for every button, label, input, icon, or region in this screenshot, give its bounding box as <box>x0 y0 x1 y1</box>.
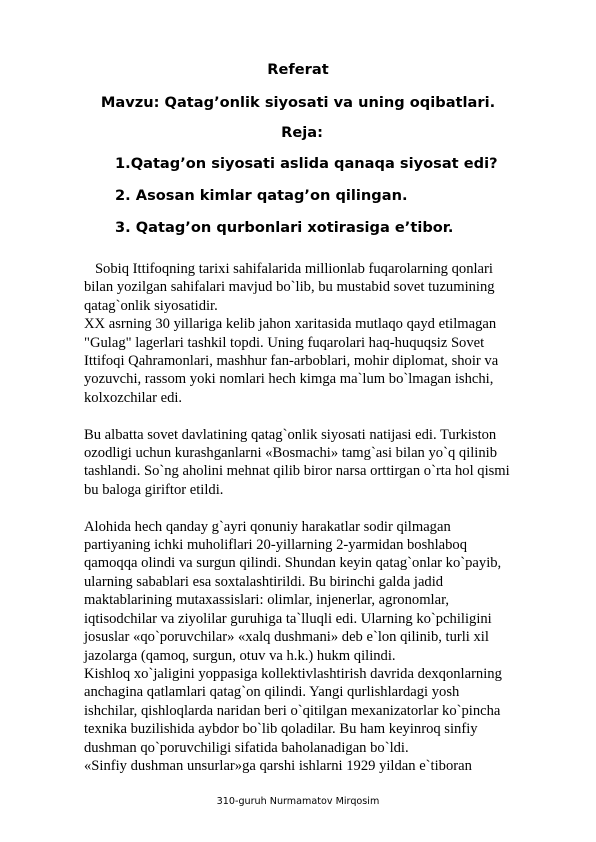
plan-item-3: 3. Qatag’on qurbonlari xotirasiga e’tibor. <box>115 219 454 236</box>
text-line: ishchilar, qishloqlarda naridan beri o`qitilgan mexanizatorlar ko`pincha <box>84 702 501 719</box>
text-line: jazolarga (qamoq, surgun, otuv va h.k.) hukm qilindi. <box>84 647 396 664</box>
text-line: qatag`onlik siyosatidir. <box>84 297 218 314</box>
text-line: maktablarining mutaxassislari: olimlar, injenerlar, agronomlar, <box>84 592 450 609</box>
text-line: iqtisodchilar va ziyolilar guruhiga ta`lluqli edi. Ularning ko`pchiligini <box>84 610 492 627</box>
text-line: yozuvchi, rassom yoki nomlari hech kimga ma`lum bo`lmagan ishchi, <box>84 371 494 388</box>
text-line: dushman qo`poruvchiligi sifatida baholanadigan bo`ldi. <box>84 739 409 756</box>
text-line: "Gulag" lagerlari tashkil topdi. Uning fuqarolari haq-huquqsiz Sovet <box>84 334 485 351</box>
text-line: «Sinfiy dushman unsurlar»ga qarshi ishlarni 1929 yildan e`tiboran <box>84 757 472 774</box>
text-line: Sobiq Ittifoqning tarixi sahifalarida millionlab fuqarolarning qonlari <box>84 261 493 277</box>
text-line: kolxozchilar edi. <box>84 389 183 406</box>
text-line: Ittifoqi Qahramonlari, mashhur fan-arboblari, mohir diplomat, shoir va <box>84 353 499 370</box>
text-line: texnika buzilishida aybdor bo`lib qoladilar. Bu ham keyinroq sinfiy <box>84 721 478 738</box>
paragraph-3 <box>84 518 564 776</box>
text-line: anchagina qatlamlari qatag`on qilindi. Yangi qurlishlardagi yosh <box>84 684 460 701</box>
paragraph-1 <box>84 260 564 407</box>
plan-item-2: 2. Asosan kimlar qatag’on qilingan. <box>115 187 408 204</box>
plan-item-1: 1.Qatag’on siyosati aslida qanaqa siyosat edi? <box>115 155 498 172</box>
text-line: Alohida hech qanday g`ayri qonuniy harakatlar sodir qilmagan <box>84 518 451 535</box>
subject-heading: Mavzu: Qatag’onlik siyosati va uning oqibatlari. <box>100 94 496 111</box>
text-line: ularning sabablari esa soxtalashtirildi. Bu birinchi galda jadid <box>84 573 444 590</box>
body-text <box>84 260 564 775</box>
text-line: Kishloq xo`jaligini yoppasiga kollektivlashtirish davrida dexqonlarning <box>84 665 502 682</box>
paragraph-2 <box>84 426 564 500</box>
text-line: josuslar «qo`poruvchilar» «xalq dushmani» deb e`lon qilinib, turli xil <box>84 629 489 646</box>
text-line: ozodligi uchun kurashganlarni «Bosmachi» tamg`asi bilan yo`q qilinib <box>84 445 498 462</box>
text-line: partiyaning ichki muholiflari 20-yillarning 2-yarmidan boshlaboq <box>84 537 468 554</box>
text-line: tashlandi. So`ng aholini mehnat qilib biror narsa orttirgan o`rta hol qismi <box>84 463 510 480</box>
plan-label: Reja: <box>281 124 323 141</box>
text-line: bilan yozilgan sahifalari mavjud bo`lib, bu mustabid sovet tuzumining <box>84 279 495 296</box>
text-line: Bu albatta sovet davlatining qatag`onlik siyosati natijasi edi. Turkiston <box>84 426 497 443</box>
page-footer: 310-guruh Nurmamatov Mirqosim <box>216 796 380 807</box>
text-line: bu baloga giriftor etildi. <box>84 481 224 498</box>
text-line: qamoqqa olindi va surgun qilindi. Shundan keyin qatag`onlar ko`payib, <box>84 555 502 572</box>
text-line: XX asrning 30 yillariga kelib jahon xaritasida mutlaqo qayd etilmagan <box>84 316 497 333</box>
document-title: Referat <box>267 61 329 78</box>
